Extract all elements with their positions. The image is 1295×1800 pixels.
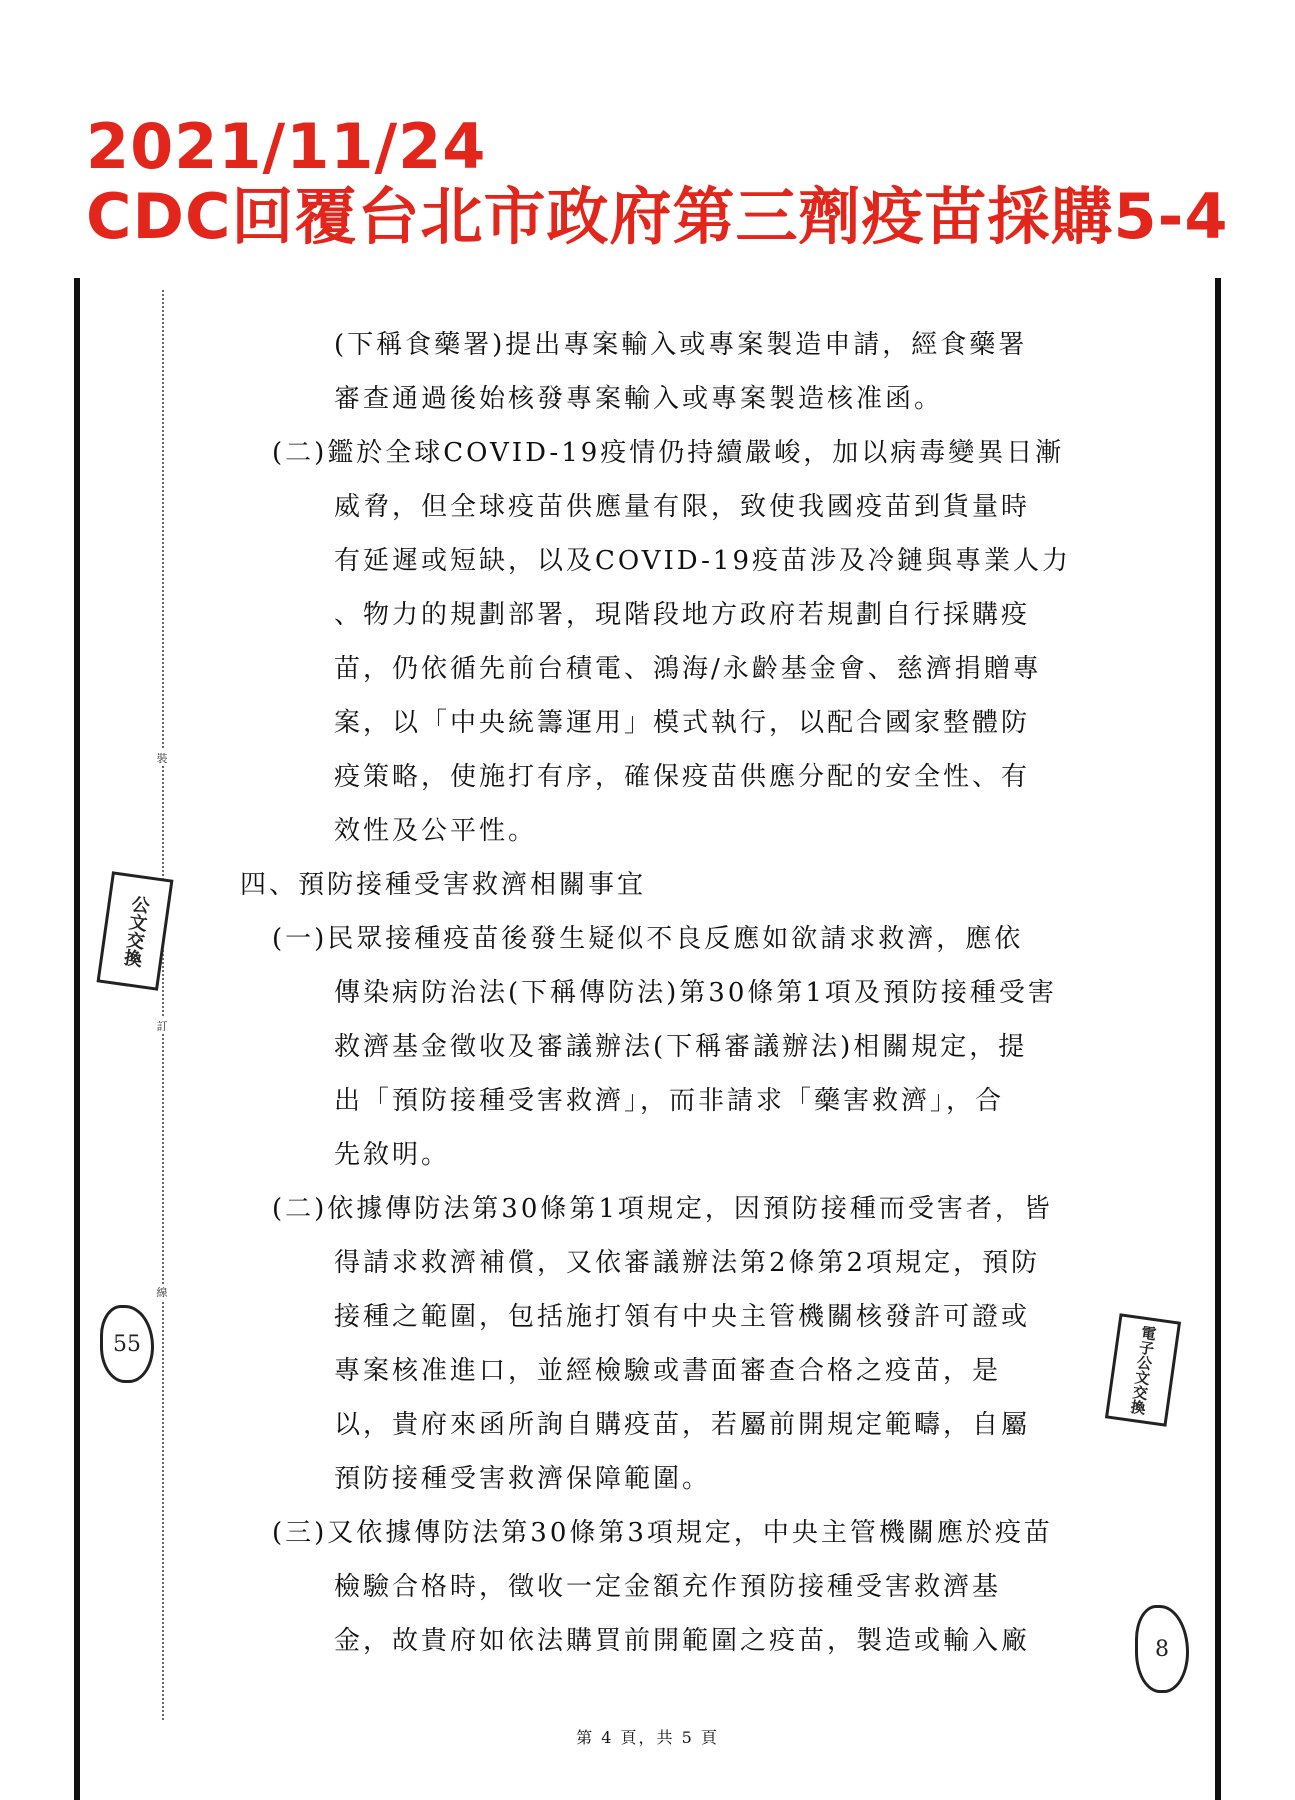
section-heading: 四、預防接種受害救濟相關事宜	[240, 870, 647, 900]
body-line: 威脅，但全球疫苗供應量有限，致使我國疫苗到貨量時	[334, 492, 1031, 522]
binding-mark-xian: 線	[152, 1284, 172, 1300]
body-line: (三)又依據傳防法第30條第3項規定，中央主管機關應於疫苗	[272, 1518, 1053, 1548]
body-line: 效性及公平性。	[334, 816, 538, 846]
body-line: 審查通過後始核發專案輸入或專案製造核准函。	[334, 384, 944, 414]
body-line: (二)鑑於全球COVID-19疫情仍持續嚴峻，加以病毒變異日漸	[272, 438, 1065, 468]
body-line: 檢驗合格時，徵收一定金額充作預防接種受害救濟基	[334, 1572, 1002, 1602]
page-stamp-left-number: 55	[113, 1331, 141, 1357]
exchange-seal-right-text: 電子公文交換	[1127, 1324, 1159, 1416]
body-line: 金，故貴府如依法購買前開範圍之疫苗，製造或輸入廠	[334, 1626, 1031, 1656]
exchange-seal-left-text: 公文交換	[120, 893, 151, 969]
body-line: (二)依據傳防法第30條第1項規定，因預防接種而受害者，皆	[272, 1194, 1053, 1224]
body-line: 傳染病防治法(下稱傳防法)第30條第1項及預防接種受害	[334, 978, 1057, 1008]
header-subject: CDC回覆台北市政府第三劑疫苗採購5-4	[86, 180, 1229, 253]
binding-mark-zhuang: 裝	[152, 750, 172, 766]
header-date: 2021/11/24	[86, 110, 487, 183]
body-line: 、物力的規劃部署，現階段地方政府若規劃自行採購疫	[334, 600, 1031, 630]
body-line: 以，貴府來函所詢自購疫苗，若屬前開規定範疇，自屬	[334, 1410, 1031, 1440]
body-line: 預防接種受害救濟保障範圍。	[334, 1464, 712, 1494]
body-line: 得請求救濟補償，又依審議辦法第2條第2項規定，預防	[334, 1248, 1041, 1278]
body-line: 苗，仍依循先前台積電、鴻海/永齡基金會、慈濟捐贈專	[334, 654, 1042, 684]
body-line: (一)民眾接種疫苗後發生疑似不良反應如欲請求救濟，應依	[272, 924, 1024, 954]
body-line: 接種之範圍，包括施打領有中央主管機關核發許可證或	[334, 1302, 1031, 1332]
body-line: 有延遲或短缺，以及COVID-19疫苗涉及冷鏈與專業人力	[334, 546, 1071, 576]
body-line: 出「預防接種受害救濟」，而非請求「藥害救濟」，合	[334, 1086, 1005, 1116]
body-line: 疫策略，使施打有序，確保疫苗供應分配的安全性、有	[334, 762, 1031, 792]
body-line: 救濟基金徵收及審議辦法(下稱審議辦法)相關規定，提	[334, 1032, 1028, 1062]
body-line: 專案核准進口，並經檢驗或書面審查合格之疫苗，是	[334, 1356, 1002, 1386]
body-line: 案，以「中央統籌運用」模式執行，以配合國家整體防	[334, 708, 1031, 738]
body-line: (下稱食藥署)提出專案輸入或專案製造申請，經食藥署	[334, 330, 1028, 360]
body-line: 先敘明。	[334, 1140, 451, 1170]
page-stamp-right-number: 8	[1155, 1636, 1169, 1662]
binding-mark-ding: 訂	[152, 1018, 172, 1034]
page-footer: 第 4 頁，共 5 頁	[576, 1728, 719, 1747]
